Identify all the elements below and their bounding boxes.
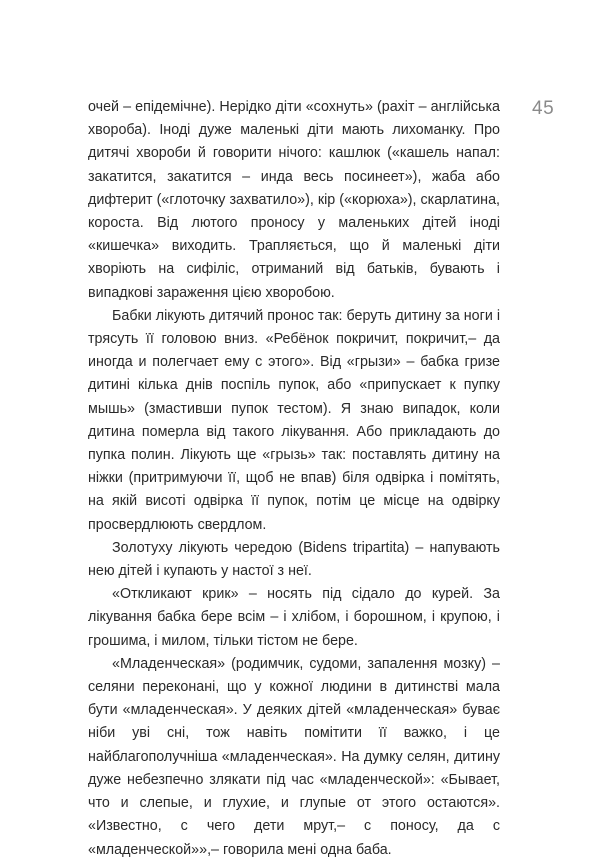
paragraph-1: очей – епідемічне). Нерідко діти «сохнуть» (рахіт – англійська хвороба). Іноді дуже маленькі діти мають лихоманку. Про дитячі хвороби й говорити нічого: кашлюк («кашель напал: закатится, закатится – инда весь посинеет»), жаба або дифтерит («глоточку захватило»), кір («корюха»), скарлатина, короста. Від лютого проносу у маленьких дітей іноді «кишечка» виходить. Трапляється, що й маленькі діти хворіють на сифіліс, отриманий від батьків, бувають і випадкові зараження цією хворобою.	[88, 99, 500, 301]
paragraph-5: «Младенческая» (родимчик, судоми, запалення мозку) – селяни переконані, що у кожної людини в дитинстві мала бути «младенческая». У деяких дітей «младенческая» буває ніби уві сні, тож навіть помітити її важко, і це найблагополучніша «младенческая». На думку селян, дитину дуже небезпечно злякати під час «младенческой»: «Бывает, что и слепые, и глухие, и глупые от этого остаются». «Известно, с чего дети мрут,– с поносу, да с «младенческой»»,– говорила мені одна баба.	[88, 655, 500, 858]
paragraph-3: Золотуху лікують чередою (Bidens tripartita) – напувають нею дітей і купають у настої з неї.	[88, 539, 500, 580]
paragraph-4: «Откликают крик» – носять під сідало до курей. За лікування бабка бере всім – і хлібом, і борошном, і крупою, і грошима, і милом, тільки тістом не бере.	[88, 586, 500, 649]
page-number: 45	[532, 98, 555, 119]
paragraph-2: Бабки лікують дитячий пронос так: беруть дитину за ноги і трясуть її головою вниз. «Ребёнок покричит, покричит,– да иногда и полегчает ему с этого». Від «грызи» – бабка гризе дитині кілька днів поспіль пупок, або «припускает к пупку мышь» (змастивши пупок тестом). Я знаю випадок, коли дитина померла від такого лікування. Або прикладають до пупка полин. Лікують ще «грызь» так: поставлять дитину на ніжки (притримуючи її, щоб не впав) біля одвірка і помітять, на якій висоті одвірка її пупок, потім це місце на одвірку просвердлюють свердлом.	[88, 307, 500, 533]
body-text	[88, 96, 500, 862]
